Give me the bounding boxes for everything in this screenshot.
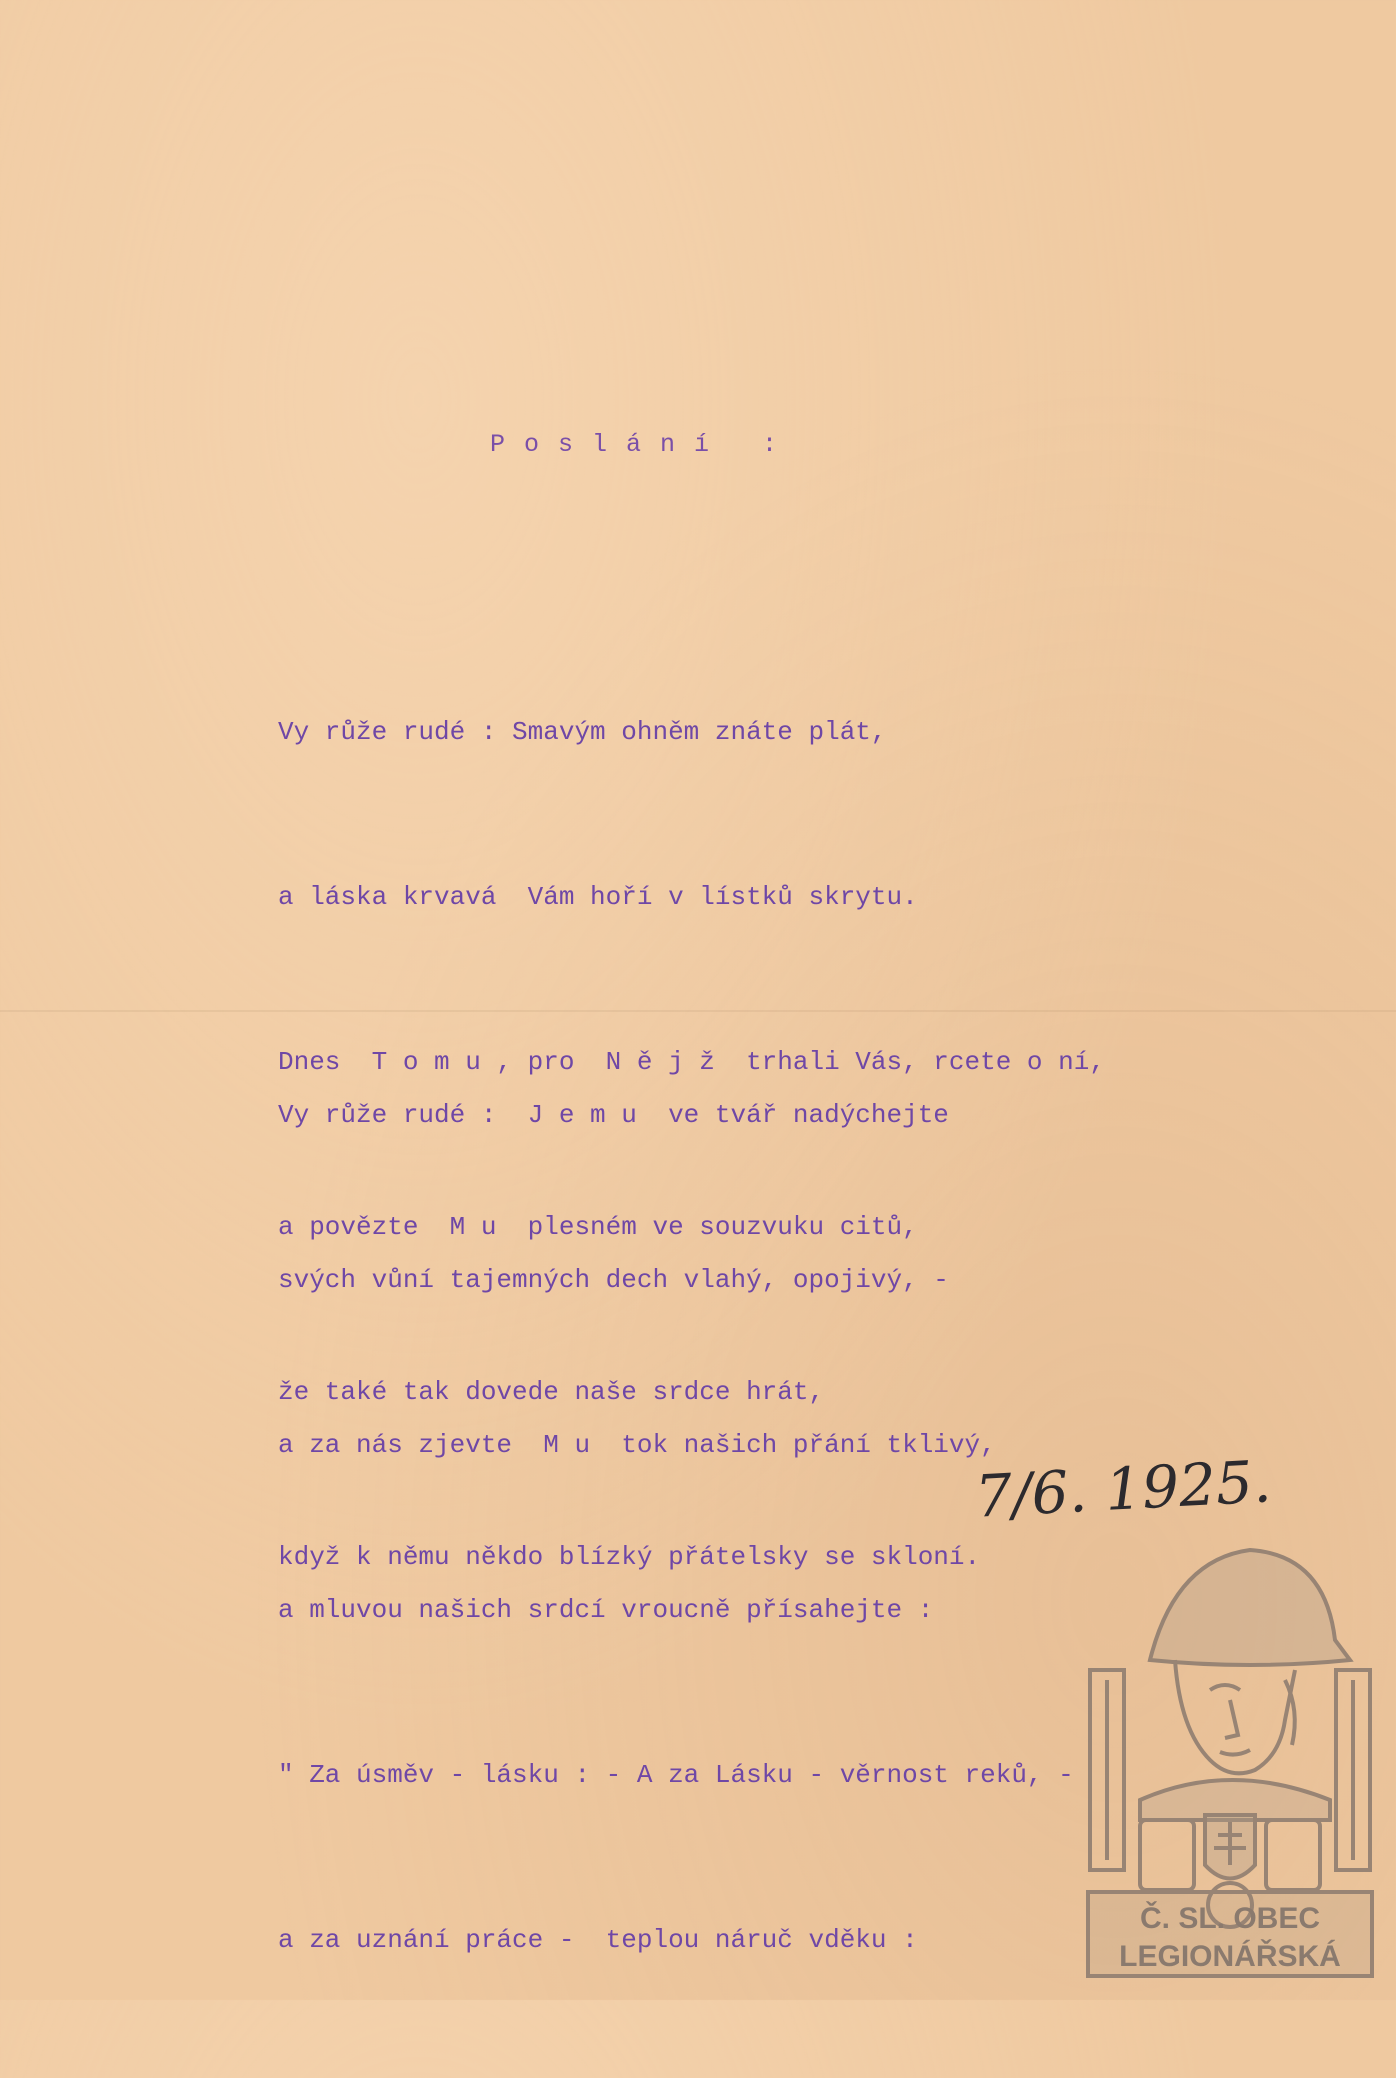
poem-title: Poslání : <box>490 430 797 459</box>
stanza-line: že také tak dovede naše srdce hrát, <box>278 1377 825 1407</box>
stanza-line: a láska krvavá Vám hoří v lístků skrytu. <box>278 882 918 912</box>
stanza-line: Vy růže rudé : Smavým ohněm znáte plát, <box>278 717 887 747</box>
seal-text-line-2: LEGIONÁŘSKÁ <box>1119 1940 1341 1973</box>
stanza-line: " Za úsměv - lásku : - A za Lásku - věrnost reků, - <box>278 1760 1074 1790</box>
handwritten-date: 7/6. 1925. <box>973 1447 1273 1531</box>
legion-seal-stamp <box>1080 1520 1380 1980</box>
stanza-line: Dnes T o m u , pro N ě j ž trhali Vás, rcete o ní, <box>278 1047 1105 1077</box>
seal-text-line-1: Č. SL. OBEC <box>1139 1902 1321 1935</box>
stanza-line: a mluvou našich srdcí vroucně přísahejte : <box>278 1595 934 1625</box>
stanza-line: a za uznání práce - teplou náruč vděku : <box>278 1925 918 1955</box>
soldier-emblem-icon <box>1080 1520 1380 1980</box>
stanza-line: když k němu někdo blízký přátelsky se skloní. <box>278 1542 981 1572</box>
stanza-2 <box>278 978 1074 2078</box>
stanza-line: a za nás zjevte M u tok našich přání tklivý, <box>278 1430 996 1460</box>
stanza-line: a povězte M u plesném ve souzvuku citů, <box>278 1212 918 1242</box>
stanza-line: svých vůní tajemných dech vlahý, opojivý, - <box>278 1265 949 1295</box>
stanza-line: Vy růže rudé : J e m u ve tvář nadýchejte <box>278 1100 949 1130</box>
